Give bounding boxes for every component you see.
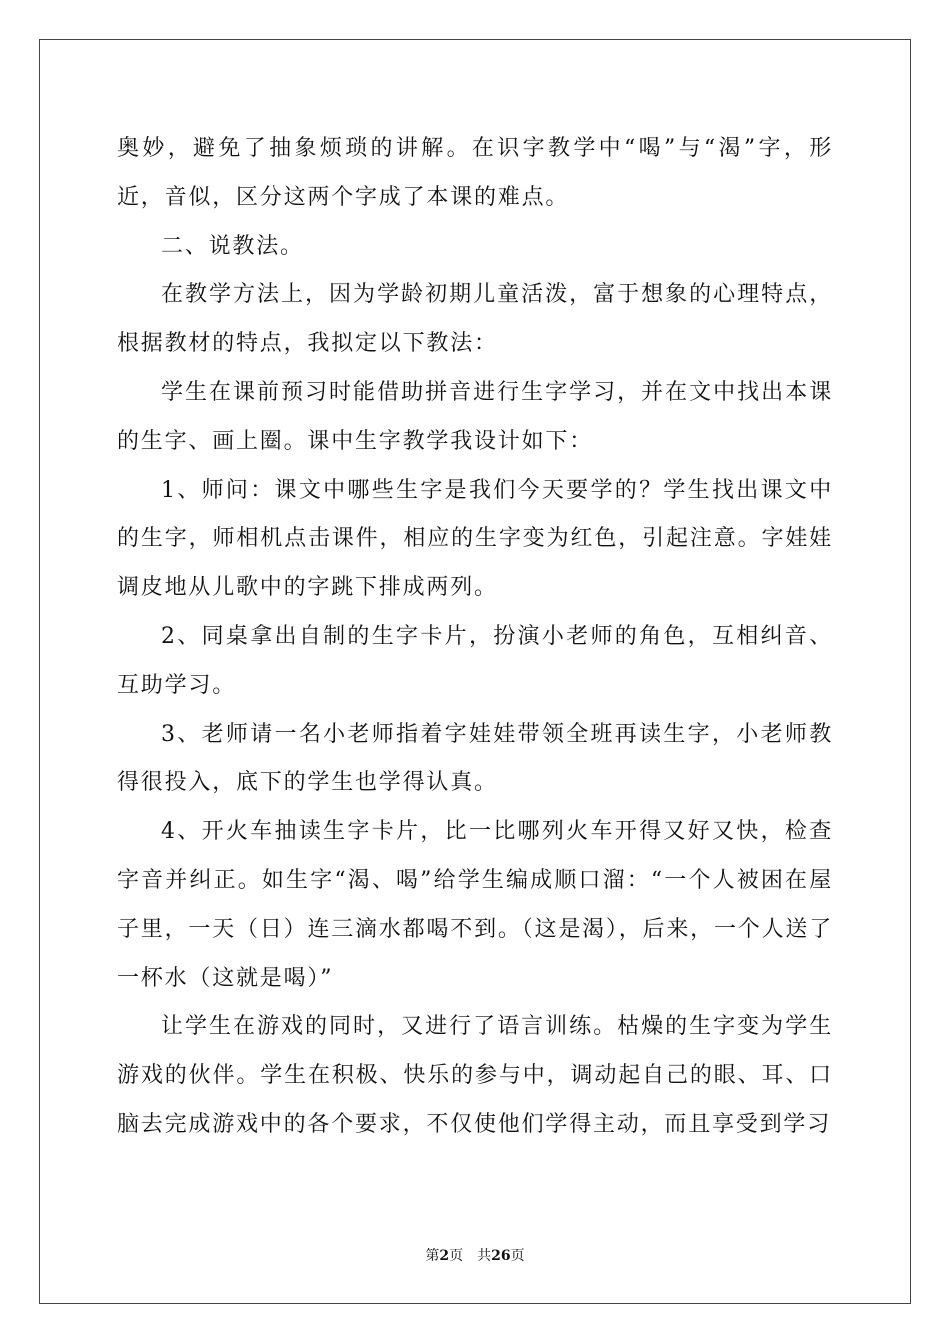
list-item: 4、开火车抽读生字卡片，比一比哪列火车开得又好又快，检查字音并纠正。如生字“渴、喝”给学生编成顺口溜：“一个人被困在屋子里，一天（日）连三滴水都喝不到。（这是渴），后来，一个人送了一杯水（这就是喝）” — [117, 819, 833, 991]
page-suffix: 页 — [449, 1248, 464, 1264]
total-prefix: 共 — [477, 1248, 492, 1264]
paragraph: 在教学方法上，因为学龄初期儿童活泼，富于想象的心理特点，根据教材的特点，我拟定以下教法： — [117, 282, 833, 357]
paragraph: 奥妙，避免了抽象烦琐的讲解。在识字教学中“喝”与“渴”字，形近，音似，区分这两个字成了本课的难点。 — [117, 136, 833, 210]
list-item: 3、老师请一名小老师指着字娃娃带领全班再读生字，小老师教得很投入，底下的学生也学得认真。 — [117, 721, 833, 796]
document-body — [117, 125, 833, 1150]
page-number: 2 — [439, 1248, 450, 1264]
list-item: 1、师问：课文中哪些生字是我们今天要学的？学生找出课文中的生字，师相机点击课件，相应的生字变为红色，引起注意。字娃娃调皮地从儿歌中的字跳下排成两列。 — [117, 477, 833, 601]
list-item: 2、同桌拿出自制的生字卡片，扮演小老师的角色，互相纠音、互助学习。 — [117, 623, 833, 698]
paragraph: 学生在课前预习时能借助拼音进行生字学习，并在文中找出本课的生字、画上圈。课中生字教学我设计如下： — [117, 379, 833, 454]
paragraph: 让学生在游戏的同时，又进行了语言训练。枯燥的生字变为学生游戏的伙伴。学生在积极、快乐的参与中，调动起自己的眼、耳、口脑去完成游戏中的各个要求，不仅使他们学得主动，而且享受到学习 — [117, 1014, 833, 1137]
page-prefix: 第 — [425, 1248, 440, 1264]
total-suffix: 页 — [510, 1248, 525, 1264]
section-heading: 二、说教法。 — [161, 233, 304, 259]
total-pages: 26 — [491, 1248, 511, 1264]
page-footer — [0, 1245, 950, 1265]
